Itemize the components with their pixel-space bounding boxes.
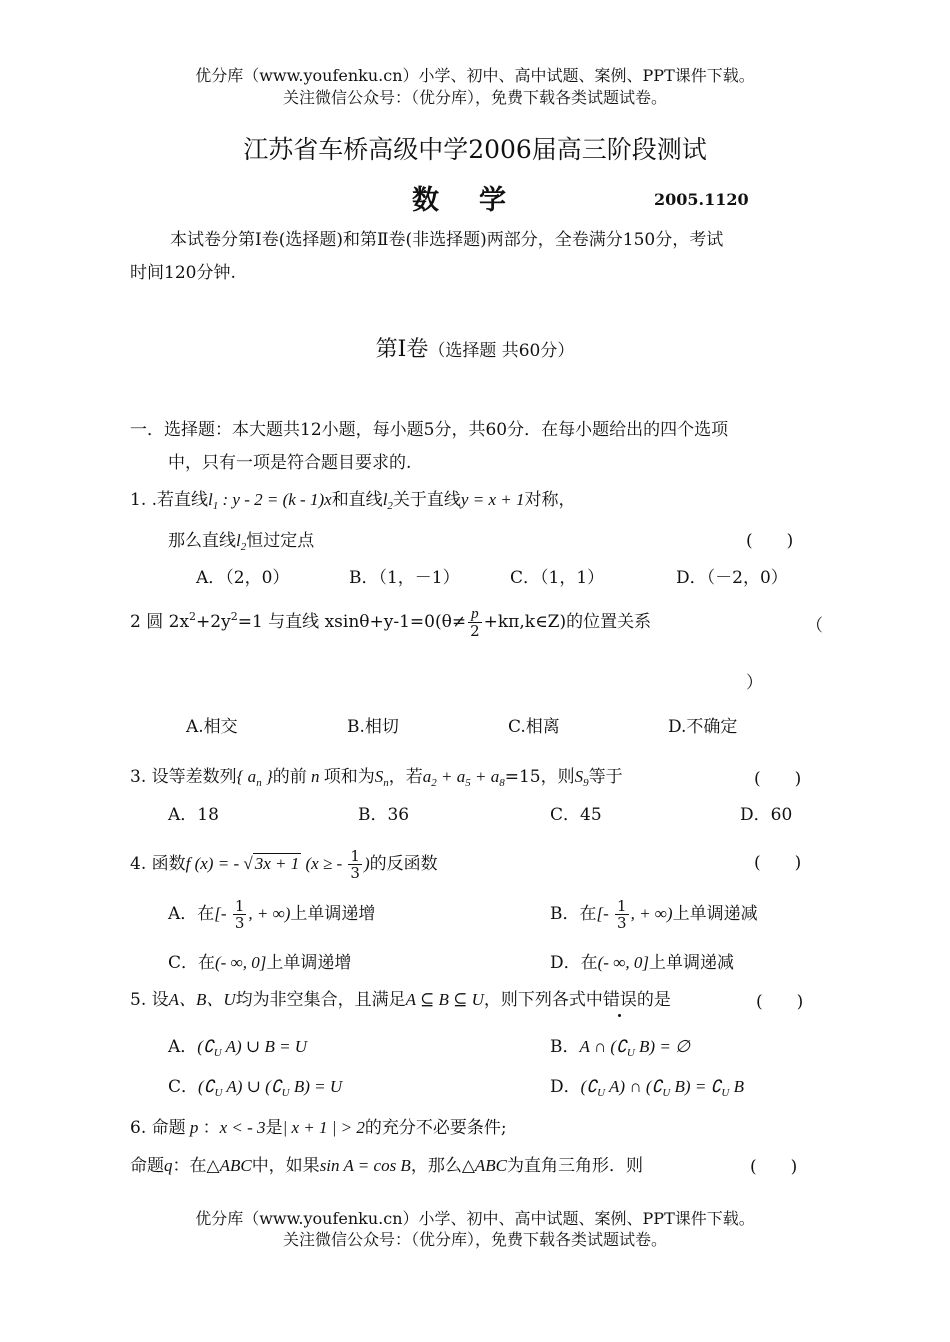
section-label: 第Ⅰ卷 [375,337,429,362]
intro-line-2: 时间120分钟. [130,263,236,283]
q5-opt-a-expr: ($∁_U$ A) ∪ B = U [197,1037,308,1059]
part-instructions-1: 一．选择题：本大题共12小题，每小题5分，共60分．在每小题给出的四个选项 [130,420,729,440]
q5-option-c [168,1076,342,1104]
q6-l2-d: ，那么 [410,1156,462,1176]
exam-title: 江苏省车桥高级中学2006届高三阶段测试 [243,135,707,164]
q4-opt-b-label: B．在 [550,904,597,924]
section-note: （选择题 共60分） [428,341,575,361]
q4-opt-a-end: , + ∞) [248,904,291,923]
q5-subset: A ⊆ B ⊆ U [405,990,484,1009]
q5-emph-text: 错误 [602,990,637,1010]
q1-option-d: D．（－2，0） [676,568,788,588]
q4-opt-a-interval: [- [214,904,231,923]
q6-l2-a: 命题 [130,1156,164,1176]
header-line-1: 优分库（www.youfenku.cn）小学、初中、高中试题、案例、PPT课件下载。 [195,66,755,85]
q4-stem-b: 的反函数 [369,854,438,874]
q6-l2-b: ：在 [172,1156,207,1176]
q5-opt-b-expr: A ∩ ($∁_U$ B) = ∅ [579,1037,690,1059]
q2-frac-den: 2 [470,622,480,640]
q6-l2-c: 中，如果 [251,1156,320,1176]
q3-option-b: B．36 [358,805,410,825]
q3-sequence: { $a_n$ } [236,767,273,789]
q3-stem-f: 等于 [588,767,623,787]
q4-answer-paren: ( ) [754,853,802,873]
q5-opt-d-expr: ($∁_U$ A) ∩ ($∁_U$ $B) = ∁_U$ B [580,1077,744,1099]
q3-stem [130,766,623,794]
q4-option-b [550,898,758,931]
q2-stem-b: +2y [196,612,231,632]
q5-emphasis [603,990,637,1010]
q1-line2: $l_2$ [382,490,393,512]
q1-stem-d: 对称， [524,490,576,510]
q4-opt-c-interval: (- ∞, 0] [215,953,267,972]
q5-opt-d-label: D． [550,1077,581,1097]
q3-sn: $S_n$ [374,767,389,789]
q4-stem [130,848,438,881]
q6-abs: | x + 1 | > 2 [282,1118,365,1137]
q4-opt-d-tail: 上单调递减 [648,953,734,973]
q3-stem-c: 项和为 [323,767,375,787]
q6-trig: sin A = cos B [319,1156,411,1175]
q4-stem-a: 4. 函数 [130,854,186,874]
q1-line2-a: 那么直线 [168,531,236,551]
q5-option-d [550,1076,744,1104]
q6-l1-d: 的充分不必要条件; [364,1118,507,1138]
q6-l1-c: 是 [265,1118,283,1138]
q6-answer-paren: ( ) [750,1157,798,1177]
q5-option-a [168,1036,307,1064]
q2-option-d: D.不确定 [668,717,738,737]
q3-stem-d: ，若 [388,767,423,787]
q4-opt-a-tail: 上单调递增 [290,904,376,924]
q6-triangle-1: △ABC [206,1156,252,1175]
q5-opt-c-expr: ($∁_U$ A) ∪ ($∁_U$ B) = U [198,1077,343,1099]
intro-line-1: 本试卷分第Ⅰ卷(选择题)和第Ⅱ卷(非选择题)两部分，全卷满分150分，考试 [170,230,724,250]
q3-stem-b: 的前 [272,767,307,787]
footer-line-1: 优分库（www.youfenku.cn）小学、初中、高中试题、案例、PPT课件下载。 [195,1209,755,1228]
section-heading [0,332,950,363]
q5-stem [130,989,671,1011]
q3-n: n [306,767,324,786]
q1-answer-paren: ( ) [746,531,794,551]
q1-axis-line: y = x + 1 [460,490,525,509]
subject-title: 数学 [412,185,546,216]
q4-opt-c-tail: 上单调递增 [266,953,352,973]
q2-frac-num: p [468,606,482,623]
q2-option-a: A.相交 [186,717,238,737]
q6-line-1 [130,1117,507,1139]
q5-answer-paren: ( ) [756,992,804,1012]
q1-option-b: B．（1，－1） [349,568,460,588]
q1-option-a: A．（2，0） [196,568,290,588]
q5-opt-a-label: A． [168,1037,198,1057]
q4-opt-a-frac: $\frac{1}{3}$ [234,897,245,932]
q4-opt-b-end: , + ∞) [630,904,673,923]
q4-close: ) [363,854,370,873]
q6-q: q [164,1156,173,1175]
q3-option-a: A．18 [168,805,219,825]
q2-paren-open: （ [806,616,823,636]
q6-triangle-2: △ABC [461,1156,508,1175]
q2-stem-a: 2 圆 2x [130,612,190,632]
q4-opt-d-label: D．在 [550,953,598,973]
q1-line-2 [168,530,314,558]
footer-line-2: 关注微信公众号：（优分库），免费下载各类试题试卷。 [282,1230,667,1249]
q5-opt-b-label: B． [550,1037,580,1057]
q3-stem-a: 3. 设等差数列 [130,767,237,787]
q1-line1: $l_1$ : y - 2 = (k - 1)x [208,490,332,512]
q6-cond-x: x < - 3 [219,1118,266,1137]
q3-answer-paren: ( ) [754,769,802,789]
q2-stem-c: =1 与直线 xsinθ+y-1=0(θ≠ [237,612,467,632]
q4-frac: $\frac{1}{3}$ [350,847,360,882]
q5-sets: A、B、U [168,990,236,1009]
q6-l1-a: 6. 命题 [130,1118,186,1138]
q4-opt-b-interval: [- [596,904,614,923]
q5-stem-d: 的是 [636,990,671,1010]
q4-option-a [168,898,375,931]
q2-fraction [468,606,482,639]
q2-stem [130,606,651,639]
q3-s9: $S_9$ [574,767,589,789]
q2-exp-1: 2 [189,610,197,623]
q1-stem-b: 和直线 [331,490,383,510]
part-instructions-2: 中，只有一项是符合题目要求的. [168,453,412,473]
q1-stem [130,489,575,517]
q4-option-d [550,952,734,974]
q4-function: f (x) = - √ 3x + 1 (x ≥ - [185,854,347,873]
q2-stem-d: +kπ,k∈Z)的位置关系 [483,612,652,632]
q5-stem-a: 5. 设 [130,990,169,1010]
q3-option-c: C．45 [550,805,602,825]
q2-paren-close: ） [746,673,763,693]
q1-l2: $l_2$ [236,531,247,553]
q3-condition: $a_2 + a_5 + a_8$ [422,767,505,789]
q5-opt-c-label: C． [168,1077,199,1097]
q1-option-c: C．（1，1） [510,568,605,588]
q4-opt-d-interval: (- ∞, 0] [597,953,649,972]
q3-cond-value: =15 [504,767,541,787]
q5-option-b [550,1036,690,1064]
q1-line2-b: 恒过定点 [246,531,315,551]
q4-opt-c-label: C．在 [168,953,216,973]
q4-opt-b-tail: 上单调递减 [672,904,758,924]
q3-option-d: D．60 [740,805,793,825]
q2-option-c: C.相离 [508,717,560,737]
header-line-2: 关注微信公众号：（优分库），免费下载各类试题试卷。 [282,88,667,107]
q5-stem-c: ，则下列各式中 [483,990,603,1010]
exam-date: 2005.1120 [654,190,749,209]
q4-opt-a-label: A．在 [168,904,215,924]
q4-option-c [168,952,351,974]
q3-stem-e: ，则 [540,767,575,787]
q4-opt-b-frac: $\frac{1}{3}$ [617,897,627,932]
q6-l2-e: 为直角三角形．则 [507,1156,644,1176]
q6-line-2 [130,1155,643,1177]
q2-option-b: B.相切 [347,717,399,737]
q2-exp-2: 2 [230,610,238,623]
q1-stem-a: 1. .若直线 [130,490,209,510]
q5-stem-b: 均为非空集合，且满足 [235,990,406,1010]
q1-stem-c: 关于直线 [392,490,461,510]
q6-p: p [185,1118,203,1137]
q6-l1-b: ： [202,1118,220,1138]
